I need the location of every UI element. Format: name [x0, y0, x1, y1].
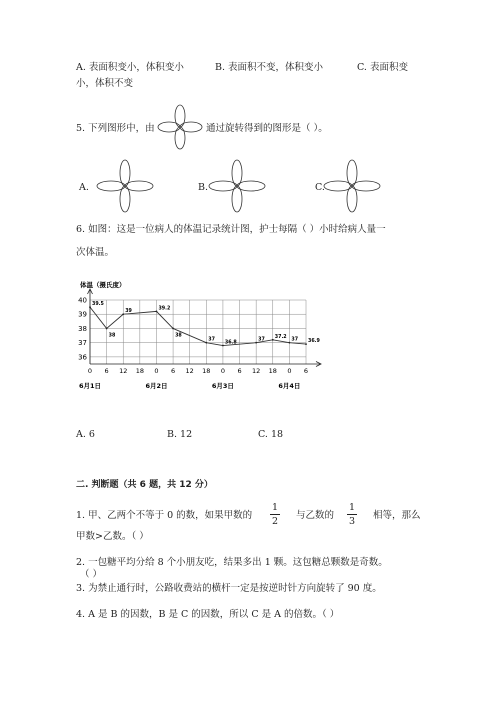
data-point	[122, 313, 124, 315]
data-point	[255, 342, 257, 344]
x-tick-label: 6	[104, 367, 109, 375]
x-tick-label: 18	[268, 367, 277, 375]
q6-option-c: C. 18	[258, 429, 284, 440]
q5-option-b-label: B.	[198, 182, 209, 193]
data-label: 39.5	[92, 302, 104, 308]
x-day-label: 6月1日	[78, 382, 102, 390]
data-label: 39.2	[158, 306, 171, 312]
q5-option-c-figure	[322, 158, 382, 214]
j1-part1: 1. 甲、乙两个不等于 0 的数，如果甲数的	[76, 510, 253, 521]
temperature-line-chart	[70, 278, 330, 396]
q5-option-b-figure	[207, 158, 267, 214]
data-point	[156, 310, 158, 312]
x-day-label: 6月4日	[278, 382, 301, 390]
q5-prefix: 5. 下列图形中，由	[76, 123, 155, 134]
data-point	[106, 328, 108, 330]
y-tick-label: 38	[78, 324, 87, 333]
j1-fraction-1-numerator: 1	[271, 502, 279, 513]
data-label: 36.9	[308, 339, 320, 345]
x-tick-label: 12	[185, 367, 194, 375]
y-tick-label: 36	[78, 353, 87, 362]
x-tick-label: 0	[154, 367, 159, 375]
fraction-bar	[347, 514, 357, 515]
data-label: 37.2	[274, 334, 287, 340]
x-tick-label: 18	[135, 367, 144, 375]
data-point	[205, 342, 207, 344]
data-label: 37	[291, 337, 299, 343]
q6-option-a: A. 6	[76, 429, 95, 440]
q5-option-a-figure	[95, 158, 155, 214]
data-point	[172, 328, 174, 330]
x-tick-label: 0	[220, 367, 225, 375]
q5-option-a-label: A.	[79, 182, 89, 193]
data-label: 37	[208, 337, 215, 343]
j1-fraction-2	[347, 502, 357, 527]
x-tick-label: 6	[237, 367, 242, 375]
q4-option-c-line2: 小，体积不变	[76, 78, 134, 89]
j2-line1: 2. 一包糖平均分给 8 个小朋友吃，结果多出 1 颗。这包糖总颗数是奇数。	[76, 557, 388, 568]
data-point	[89, 306, 91, 308]
q5-reference-figure	[155, 102, 205, 152]
data-point	[222, 345, 224, 347]
j1-fraction-1-denominator: 2	[271, 516, 279, 527]
j1-line2: 甲数>乙数。（ ）	[76, 531, 149, 542]
j1-part3: 相等，那么	[373, 510, 421, 521]
x-day-label: 6月2日	[145, 382, 168, 390]
q5-option-c-label: C.	[315, 182, 325, 193]
j1-fraction-2-numerator: 1	[348, 502, 356, 513]
data-label: 38	[108, 333, 116, 339]
section-title: 二. 判断题（共 6 题，共 12 分）	[76, 480, 213, 490]
j3-line1: 3. 为禁止通行时，公路收费站的横杆一定是按逆时针方向旋转了 90 度。	[76, 583, 382, 594]
q5-suffix: 通过旋转得到的图形是（ ）。	[206, 123, 328, 134]
q4-option-c-line1: C. 表面积变	[357, 62, 408, 73]
q6-option-b: B. 12	[167, 429, 193, 440]
x-day-label: 6月3日	[211, 382, 234, 390]
q4-option-a: A. 表面积变小，体积变小	[76, 62, 184, 73]
j1-part2: 与乙数的	[296, 510, 335, 521]
j2-line2: （ ）	[80, 569, 103, 580]
x-tick-label: 18	[202, 367, 211, 375]
x-tick-label: 12	[119, 367, 128, 375]
y-tick-label: 37	[78, 339, 87, 348]
data-point	[272, 339, 274, 341]
y-tick-label: 39	[78, 310, 87, 319]
x-tick-label: 0	[87, 367, 93, 375]
data-label: 39	[125, 309, 132, 315]
q6-line2: 次体温。	[76, 247, 115, 258]
y-tick-label: 40	[78, 296, 87, 305]
data-label: 37	[258, 337, 265, 343]
data-point	[305, 343, 307, 345]
j1-fraction-2-denominator: 3	[348, 516, 356, 527]
data-label: 38	[175, 333, 182, 339]
j4-line1: 4. A 是 B 的因数，B 是 C 的因数，所以 C 是 A 的倍数。（ ）	[76, 609, 340, 620]
q6-line1: 6. 如图：这是一位病人的体温记录统计图，护士每隔（ ）小时给病人量一	[76, 224, 386, 235]
data-point	[288, 342, 290, 344]
chart-title: 体温（摄氏度）	[80, 281, 126, 289]
x-tick-label: 12	[252, 367, 261, 375]
fraction-bar	[270, 514, 280, 515]
x-tick-label: 6	[303, 367, 309, 375]
j1-fraction-1	[270, 502, 280, 527]
q4-option-b: B. 表面积不变，体积变小	[215, 62, 324, 73]
x-tick-label: 0	[287, 367, 292, 375]
data-label: 36.8	[224, 340, 237, 346]
x-tick-label: 6	[171, 367, 176, 375]
